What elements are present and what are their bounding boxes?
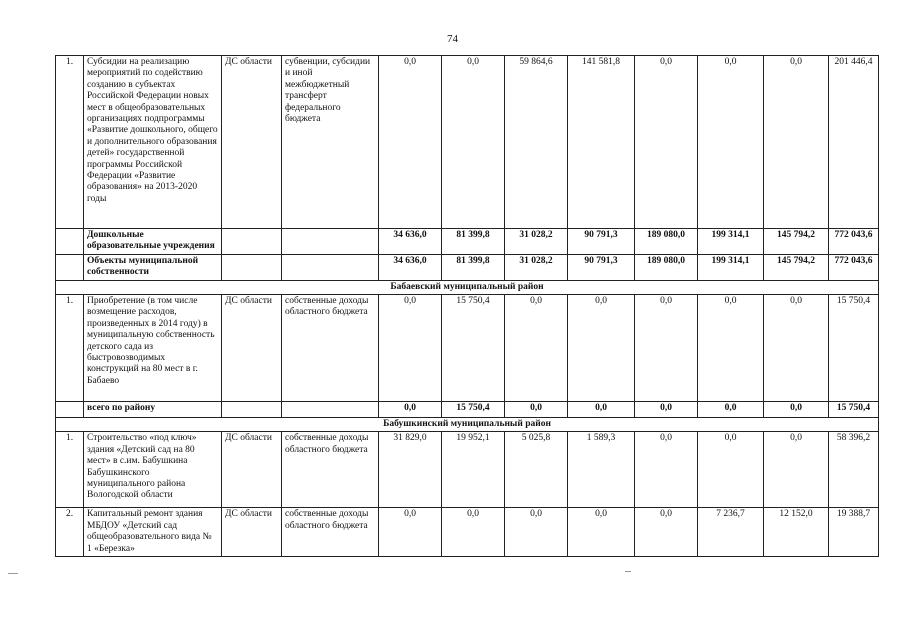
value-cell: 0,0 [505, 401, 568, 417]
funding-source: собственные доходы областного бюджета [282, 432, 379, 508]
value-cell: 0,0 [635, 56, 698, 229]
value-cell: 0,0 [764, 294, 829, 401]
cell-source [282, 229, 379, 255]
value-cell: 15 750,4 [829, 401, 879, 417]
row-name: Приобретение (в том числе возмещение расходов, произведенных в 2014 году) в муниципальную собственность детского сада из быстровозводимых конструкций на 80 мест в г. Бабаево [84, 294, 222, 401]
responsible-org: ДС области [222, 294, 282, 401]
row-name: Субсидии на реализацию мероприятий по содействию созданию в субъектах Российской Федерации новых мест в общеобразовательных организациях подпрограммы «Развитие дошкольного, общего и дополнительного образования детей» государственной программы Российской Федерации «Развитие образования» на 2013-2020 годы [84, 56, 222, 229]
value-cell: 7 236,7 [698, 508, 764, 557]
cell-responsible [222, 401, 282, 417]
value-cell: 0,0 [698, 56, 764, 229]
value-cell: 189 080,0 [635, 229, 698, 255]
cell-source [282, 401, 379, 417]
value-cell: 90 791,3 [568, 229, 635, 255]
row-number: 1. [56, 294, 84, 401]
value-cell: 0,0 [379, 508, 442, 557]
value-cell: 58 396,2 [829, 432, 879, 508]
value-cell: 81 399,8 [442, 254, 505, 280]
value-cell: 145 794,2 [764, 229, 829, 255]
section-row [56, 417, 879, 431]
value-cell: 15 750,4 [442, 401, 505, 417]
scan-artifact-left [8, 573, 18, 574]
value-cell: 34 636,0 [379, 254, 442, 280]
cell-num [56, 254, 84, 280]
table-row [56, 294, 879, 401]
total-row [56, 401, 879, 417]
value-cell: 201 446,4 [829, 56, 879, 229]
value-cell: 145 794,2 [764, 254, 829, 280]
value-cell: 0,0 [764, 56, 829, 229]
value-cell: 19 952,1 [442, 432, 505, 508]
responsible-org: ДС области [222, 432, 282, 508]
table-row [56, 432, 879, 508]
value-cell: 0,0 [568, 508, 635, 557]
value-cell: 15 750,4 [442, 294, 505, 401]
row-name: Капитальный ремонт здания МБДОУ «Детский сад общеобразовательного вида № 1 «Березка» [84, 508, 222, 557]
value-cell: 5 025,8 [505, 432, 568, 508]
cell-num [56, 229, 84, 255]
total-row [56, 229, 879, 255]
value-cell: 199 314,1 [698, 229, 764, 255]
value-cell: 0,0 [635, 401, 698, 417]
table-row [56, 56, 879, 229]
value-cell: 34 636,0 [379, 229, 442, 255]
section-row [56, 280, 879, 294]
cell-num [56, 401, 84, 417]
row-number: 2. [56, 508, 84, 557]
value-cell: 199 314,1 [698, 254, 764, 280]
section-title: Бабаевский муниципальный район [56, 280, 879, 294]
total-row [56, 254, 879, 280]
value-cell: 0,0 [635, 432, 698, 508]
cell-responsible [222, 229, 282, 255]
row-name: всего по району [84, 401, 222, 417]
value-cell: 81 399,8 [442, 229, 505, 255]
value-cell: 0,0 [635, 294, 698, 401]
row-name: Объекты муниципальной собственности [84, 254, 222, 280]
row-number: 1. [56, 56, 84, 229]
funding-source: субвенции, субсидии и иной межбюджетный трансферт федерального бюджета [282, 56, 379, 229]
value-cell: 0,0 [442, 56, 505, 229]
budget-table [55, 55, 879, 557]
value-cell: 31 829,0 [379, 432, 442, 508]
section-title: Бабушкинский муниципальный район [56, 417, 879, 431]
value-cell: 1 589,3 [568, 432, 635, 508]
value-cell: 772 043,6 [829, 229, 879, 255]
value-cell: 0,0 [442, 508, 505, 557]
value-cell: 189 080,0 [635, 254, 698, 280]
value-cell: 0,0 [379, 294, 442, 401]
value-cell: 0,0 [764, 401, 829, 417]
row-number: 1. [56, 432, 84, 508]
row-name: Строительство «под ключ» здания «Детский сад на 80 мест» в с.им. Бабушкина Бабушкинского муниципального района Вологодской области [84, 432, 222, 508]
value-cell: 0,0 [698, 294, 764, 401]
value-cell: 0,0 [764, 432, 829, 508]
row-name: Дошкольные образовательные учреждения [84, 229, 222, 255]
value-cell: 31 028,2 [505, 229, 568, 255]
value-cell: 0,0 [568, 401, 635, 417]
value-cell: 0,0 [698, 432, 764, 508]
value-cell: 0,0 [379, 56, 442, 229]
value-cell: 0,0 [635, 508, 698, 557]
value-cell: 0,0 [379, 401, 442, 417]
scan-artifact-bottom [625, 571, 631, 572]
value-cell: 0,0 [505, 294, 568, 401]
funding-source: собственные доходы областного бюджета [282, 294, 379, 401]
value-cell: 0,0 [698, 401, 764, 417]
value-cell: 0,0 [568, 294, 635, 401]
responsible-org: ДС области [222, 508, 282, 557]
cell-responsible [222, 254, 282, 280]
value-cell: 31 028,2 [505, 254, 568, 280]
value-cell: 15 750,4 [829, 294, 879, 401]
table-row [56, 508, 879, 557]
funding-source: собственные доходы областного бюджета [282, 508, 379, 557]
cell-source [282, 254, 379, 280]
value-cell: 90 791,3 [568, 254, 635, 280]
value-cell: 19 388,7 [829, 508, 879, 557]
value-cell: 59 864,6 [505, 56, 568, 229]
value-cell: 141 581,8 [568, 56, 635, 229]
value-cell: 0,0 [505, 508, 568, 557]
page-number: 74 [447, 33, 458, 45]
value-cell: 772 043,6 [829, 254, 879, 280]
value-cell: 12 152,0 [764, 508, 829, 557]
responsible-org: ДС области [222, 56, 282, 229]
